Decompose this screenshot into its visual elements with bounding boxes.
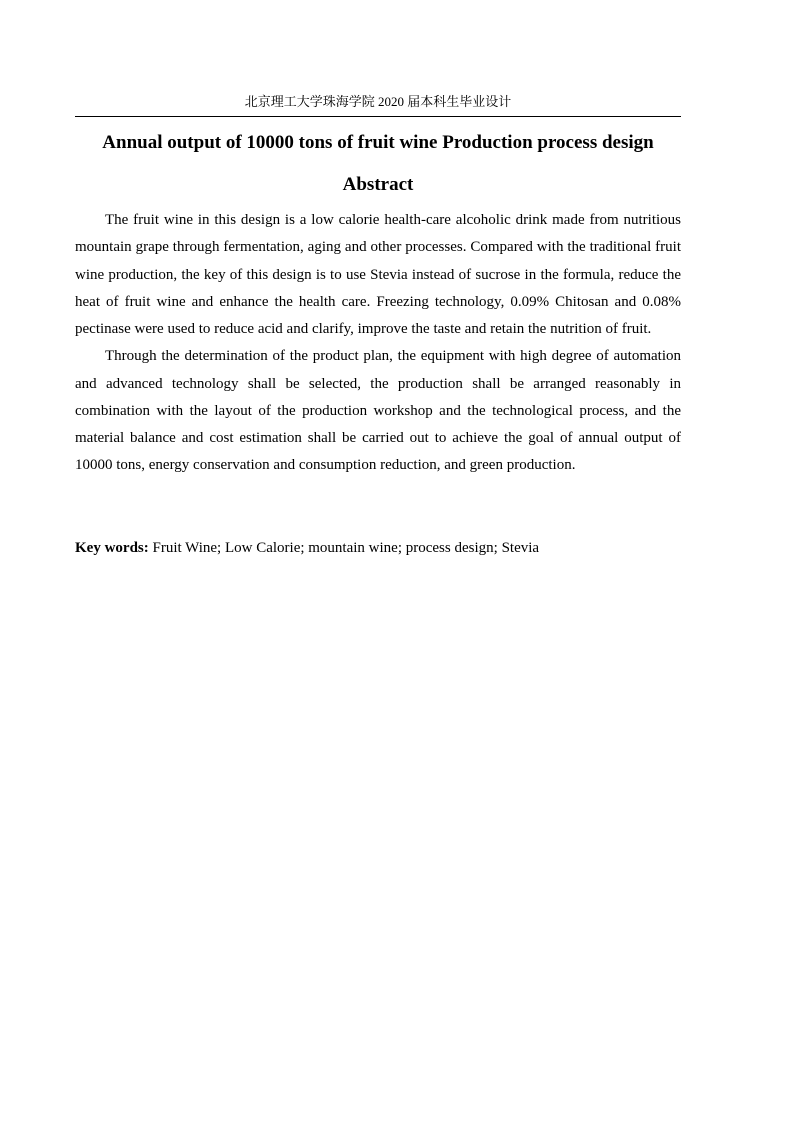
keywords	[75, 535, 681, 562]
abstract-heading: Abstract	[342, 174, 414, 195]
thesis-title: Annual output of 10000 tons of fruit wine Production process design	[102, 132, 654, 153]
header-rule	[75, 116, 681, 117]
keywords-text: Fruit Wine; Low Calorie; mountain wine; process design; Stevia	[152, 540, 540, 556]
abstract-paragraph-2: Through the determination of the product plan, the equipment with high degree of automation and advanced technology shall be selected, the production shall be arranged reasonably in combination with the layout of the production workshop and the technological process, and the material balance and cost estimation shall be carried out to achieve the goal of annual output of 10000 tons, energy conservation and consumption reduction, and green production.	[75, 348, 681, 474]
abstract-body	[75, 207, 681, 480]
running-header: 北京理工大学珠海学院 2020 届本科生毕业设计	[244, 94, 512, 109]
keywords-label: Key words:	[75, 540, 149, 556]
abstract-paragraph-1: The fruit wine in this design is a low calorie health-care alcoholic drink made from nutritious mountain grape through fermentation, aging and other processes. Compared with the traditional fruit wine production, the key of this design is to use Stevia instead of sucrose in the formula, reduce the heat of fruit wine and enhance the health care. Freezing technology, 0.09% Chitosan and 0.08% pectinase were used to reduce acid and clarify, improve the taste and retain the nutrition of fruit.	[75, 212, 681, 337]
